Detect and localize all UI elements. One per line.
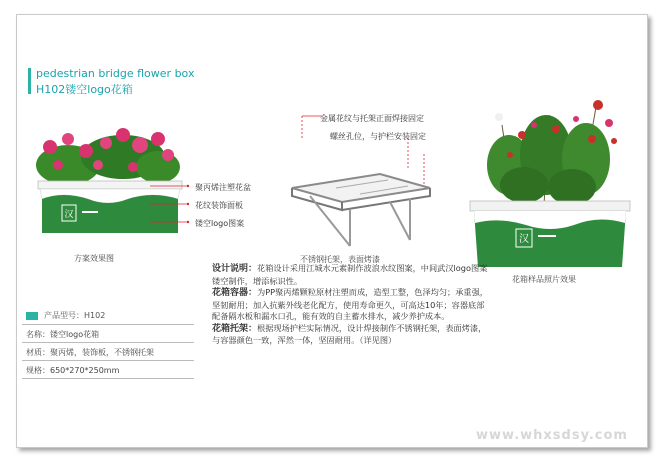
spec-row: 规格：650*270*250mm — [22, 361, 194, 379]
container-text: 为PP聚丙烯颗粒原材注塑而成，造型工整，色泽均匀；承重强，坚韧耐用；加入抗紫外线老化配方，使用寿命更久，可高达10年；容器底部配备隔水板和漏水口孔，能有效的自主蓄水排水，减少养护成本。 — [212, 287, 488, 321]
spec-header — [22, 309, 194, 323]
callout-lines-left — [150, 180, 200, 230]
spec-row: 材质：聚丙烯，装饰板，不锈钢托架 — [22, 343, 194, 361]
spec-table — [22, 324, 194, 379]
callout-screw-holes: 螺丝孔位，与护栏安装固定 — [330, 132, 426, 141]
caption-scheme: 方案效果图 — [74, 254, 114, 263]
callout-top-weld: 金属花纹与托架正面焊接固定 — [320, 114, 424, 123]
design-text: 花箱设计采用江城水元素制作波浪水纹图案，中间武汉logo图案镂空制作，增添标识性。 — [212, 263, 488, 286]
container-heading: 花箱容器： — [212, 288, 258, 298]
title-english: pedestrian bridge flower box — [36, 67, 195, 80]
spec-marker — [26, 312, 38, 320]
caption-bracket: 不锈钢托架，表面烤漆 — [300, 255, 380, 264]
callout-logo: 镂空logo图案 — [195, 219, 245, 228]
description — [212, 263, 490, 347]
container-paragraph — [212, 287, 490, 323]
spec-row: 名称：镂空logo花箱 — [22, 325, 194, 343]
photo-box-rim — [470, 201, 630, 211]
foliage — [36, 128, 180, 185]
svg-text:汉: 汉 — [519, 234, 529, 245]
design-heading: 设计说明： — [212, 264, 258, 274]
watermark: www.whxsdsy.com — [476, 428, 628, 443]
bracket-text: 根据现场护栏实际情况，设计焊接制作不锈钢托架，表面烤漆，与容器颜色一致，浑然一体，坚固耐用。（详见图） — [212, 322, 487, 345]
bracket-heading: 花箱托架： — [212, 323, 258, 334]
bracket-paragraph — [212, 323, 490, 347]
design-paragraph — [212, 263, 490, 287]
callout-material: 聚丙烯注塑花盆 — [195, 183, 251, 192]
title-chinese: H102镂空logo花箱 — [36, 83, 133, 96]
callout-pattern: 花纹装饰面板 — [195, 201, 243, 210]
bracket-frame — [292, 174, 430, 246]
sample-photo — [464, 95, 634, 275]
svg-text:汉: 汉 — [64, 210, 74, 220]
spec-model: 产品型号：H102 — [44, 311, 106, 320]
photo-plants — [487, 100, 617, 205]
caption-photo: 花箱样品照片效果 — [512, 275, 576, 284]
title-accent-bar — [28, 68, 31, 94]
